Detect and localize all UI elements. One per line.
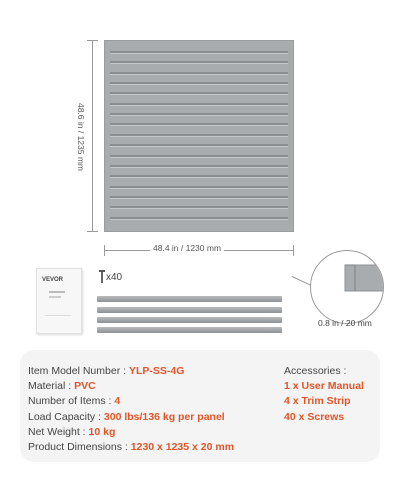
spec-label: Number of Items :	[28, 395, 112, 408]
panel-slat	[110, 206, 288, 209]
panel-slat	[110, 103, 288, 106]
height-dimension-cap-bottom	[87, 231, 98, 232]
spec-label: Material :	[28, 380, 72, 393]
trim-strip	[97, 296, 282, 302]
manual-brand-logo: VEVOR	[42, 277, 64, 283]
panel-slat	[110, 123, 288, 126]
panel-slat	[110, 186, 288, 189]
spec-row	[28, 440, 234, 455]
panel-slat	[110, 134, 288, 137]
panel-slat	[110, 51, 288, 54]
panel-slat	[110, 175, 288, 178]
spec-label: Product Dimensions :	[28, 441, 128, 454]
screw-icon	[99, 270, 105, 284]
panel-slat	[110, 196, 288, 199]
panel-slat	[110, 217, 288, 220]
height-dimension-label: 48.6 in / 1235 mm	[76, 102, 86, 172]
panel-slat	[110, 144, 288, 147]
user-manual-image	[36, 268, 82, 334]
width-dimension-cap-right	[293, 245, 294, 256]
trim-strip	[97, 307, 282, 313]
spec-value: YLP-SS-4G	[128, 365, 185, 377]
panel-slat	[110, 165, 288, 168]
spec-value: PVC	[74, 380, 96, 393]
accessory-item: 1 x User Manual	[284, 380, 364, 393]
accessory-item: 40 x Screws	[284, 410, 345, 423]
panel-slat	[110, 92, 288, 95]
panel-slat	[110, 113, 288, 116]
profile-corner-shape	[311, 251, 383, 323]
panel-slat	[110, 72, 288, 75]
spec-row	[28, 425, 234, 440]
panel-slat	[110, 155, 288, 158]
screw-count: x40	[106, 272, 123, 283]
spec-label: Load Capacity :	[28, 410, 101, 423]
specifications-card	[20, 350, 380, 462]
manual-subtitle-line	[49, 296, 61, 298]
spec-value: 10 kg	[88, 425, 116, 438]
spec-row	[28, 410, 234, 425]
height-dimension-cap-top	[87, 40, 98, 41]
panel-slats	[110, 51, 288, 225]
spec-row	[28, 379, 234, 394]
spec-label: Item Model Number :	[28, 365, 127, 377]
accessories-list	[284, 364, 364, 425]
profile-detail-magnifier	[310, 250, 384, 324]
spec-row	[28, 394, 234, 409]
spec-label: Net Weight :	[28, 425, 86, 438]
accessory-item: 4 x Trim Strip	[284, 395, 351, 408]
thickness-dimension-label: 0.8 in / 20 mm	[318, 318, 372, 328]
width-dimension-cap-left	[104, 245, 105, 256]
accessories-title: Accessories :	[284, 365, 347, 377]
manual-footer-line	[45, 315, 71, 316]
spec-value: 300 lbs/136 kg per panel	[103, 410, 225, 423]
panel-slat	[110, 61, 288, 64]
height-dimension-line	[92, 40, 93, 232]
panel-slat	[110, 82, 288, 85]
spec-row	[28, 364, 234, 379]
width-dimension-label: 48.4 in / 1230 mm	[150, 243, 224, 253]
slatwall-panel	[104, 40, 294, 232]
manual-title-line	[49, 291, 65, 293]
spec-value: 1230 x 1235 x 20 mm	[130, 441, 235, 454]
trim-strip	[97, 317, 282, 323]
specifications-list	[28, 364, 234, 455]
spec-value: 4	[114, 395, 121, 408]
trim-strip	[97, 327, 282, 333]
